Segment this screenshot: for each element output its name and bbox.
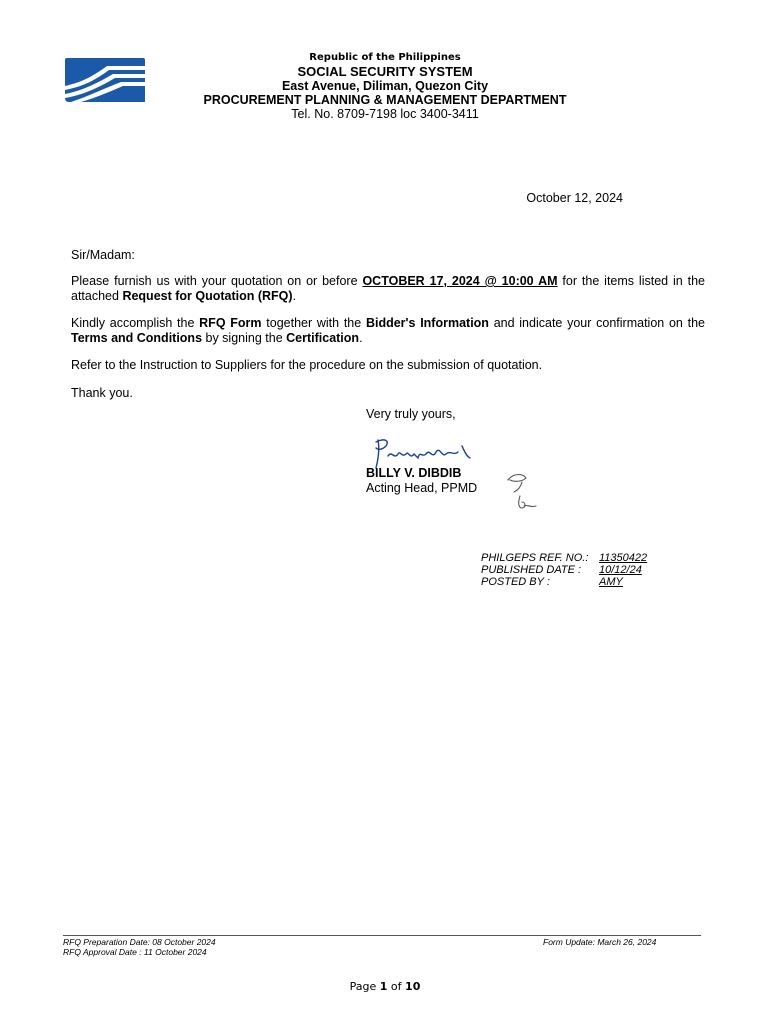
- rfq-form: RFQ Form: [199, 316, 262, 330]
- published-date-label: PUBLISHED DATE :: [481, 564, 582, 576]
- p2-text-3: and indicate your confirmation on the: [488, 316, 705, 330]
- form-update: Form Update: March 26, 2024: [543, 937, 657, 947]
- rfq-reference: Request for Quotation (RFQ): [122, 289, 293, 303]
- p1-text-1: Please furnish us with your quotation on or before: [71, 274, 363, 288]
- p2-text-4: by signing the: [202, 331, 287, 345]
- philgeps-ref-label: PHILGEPS REF. NO.:: [481, 552, 589, 564]
- rfq-preparation-date: RFQ Preparation Date: 08 October 2024: [63, 937, 216, 947]
- philgeps-ref-value: 11350422: [599, 552, 648, 564]
- page-current: 1: [379, 980, 388, 993]
- posted-by-label: POSTED BY :: [481, 576, 550, 588]
- signer-name: BILLY V. DIBDIB: [366, 466, 462, 480]
- bidders-information: Bidder's Information: [365, 316, 489, 330]
- deadline: OCTOBER 17, 2024 @ 10:00 AM: [362, 274, 558, 288]
- certification: Certification: [286, 331, 360, 345]
- salutation: Sir/Madam:: [71, 248, 135, 262]
- p2-text-1: Kindly accomplish the: [71, 316, 200, 330]
- footer-divider: [63, 935, 701, 936]
- posted-by-value: AMY: [599, 576, 623, 588]
- paragraph-quotation-request: [71, 274, 705, 304]
- header-republic: Republic of the Philippines: [309, 52, 461, 63]
- philgeps-ref: [481, 552, 647, 564]
- page-number: [0, 980, 770, 993]
- closing: Very truly yours,: [366, 407, 456, 421]
- initials-icon: [500, 468, 540, 516]
- p1-text-3: .: [292, 289, 297, 303]
- header-address: East Avenue, Diliman, Quezon City: [281, 79, 489, 93]
- rfq-approval-date: RFQ Approval Date : 11 October 2024: [63, 947, 207, 957]
- signer-title: Acting Head, PPMD: [366, 481, 478, 495]
- p2-text-5: .: [359, 331, 363, 345]
- header-department: PROCUREMENT PLANNING & MANAGEMENT DEPARTMENT: [203, 93, 567, 107]
- page-of: of: [387, 980, 406, 993]
- page-label: Page: [349, 980, 380, 993]
- header-telephone: Tel. No. 8709-7198 loc 3400-3411: [291, 107, 479, 121]
- published-date: [481, 564, 642, 576]
- terms-and-conditions: Terms and Conditions: [71, 331, 203, 345]
- p2-text-2: together with the: [261, 316, 366, 330]
- page-total: 10: [405, 980, 421, 993]
- header-org-name: SOCIAL SECURITY SYSTEM: [297, 64, 473, 79]
- published-date-value: 10/12/24: [599, 564, 642, 576]
- thank-you: Thank you.: [71, 386, 133, 400]
- letter-date: October 12, 2024: [526, 191, 623, 205]
- posted-by: [481, 576, 623, 588]
- paragraph-refer-instructions: Refer to the Instruction to Suppliers for the procedure on the submission of quotation.: [71, 358, 543, 372]
- p1-text-2: for the items listed in the attached: [71, 274, 705, 303]
- paragraph-instructions: [71, 316, 705, 346]
- signature-icon: [370, 436, 490, 470]
